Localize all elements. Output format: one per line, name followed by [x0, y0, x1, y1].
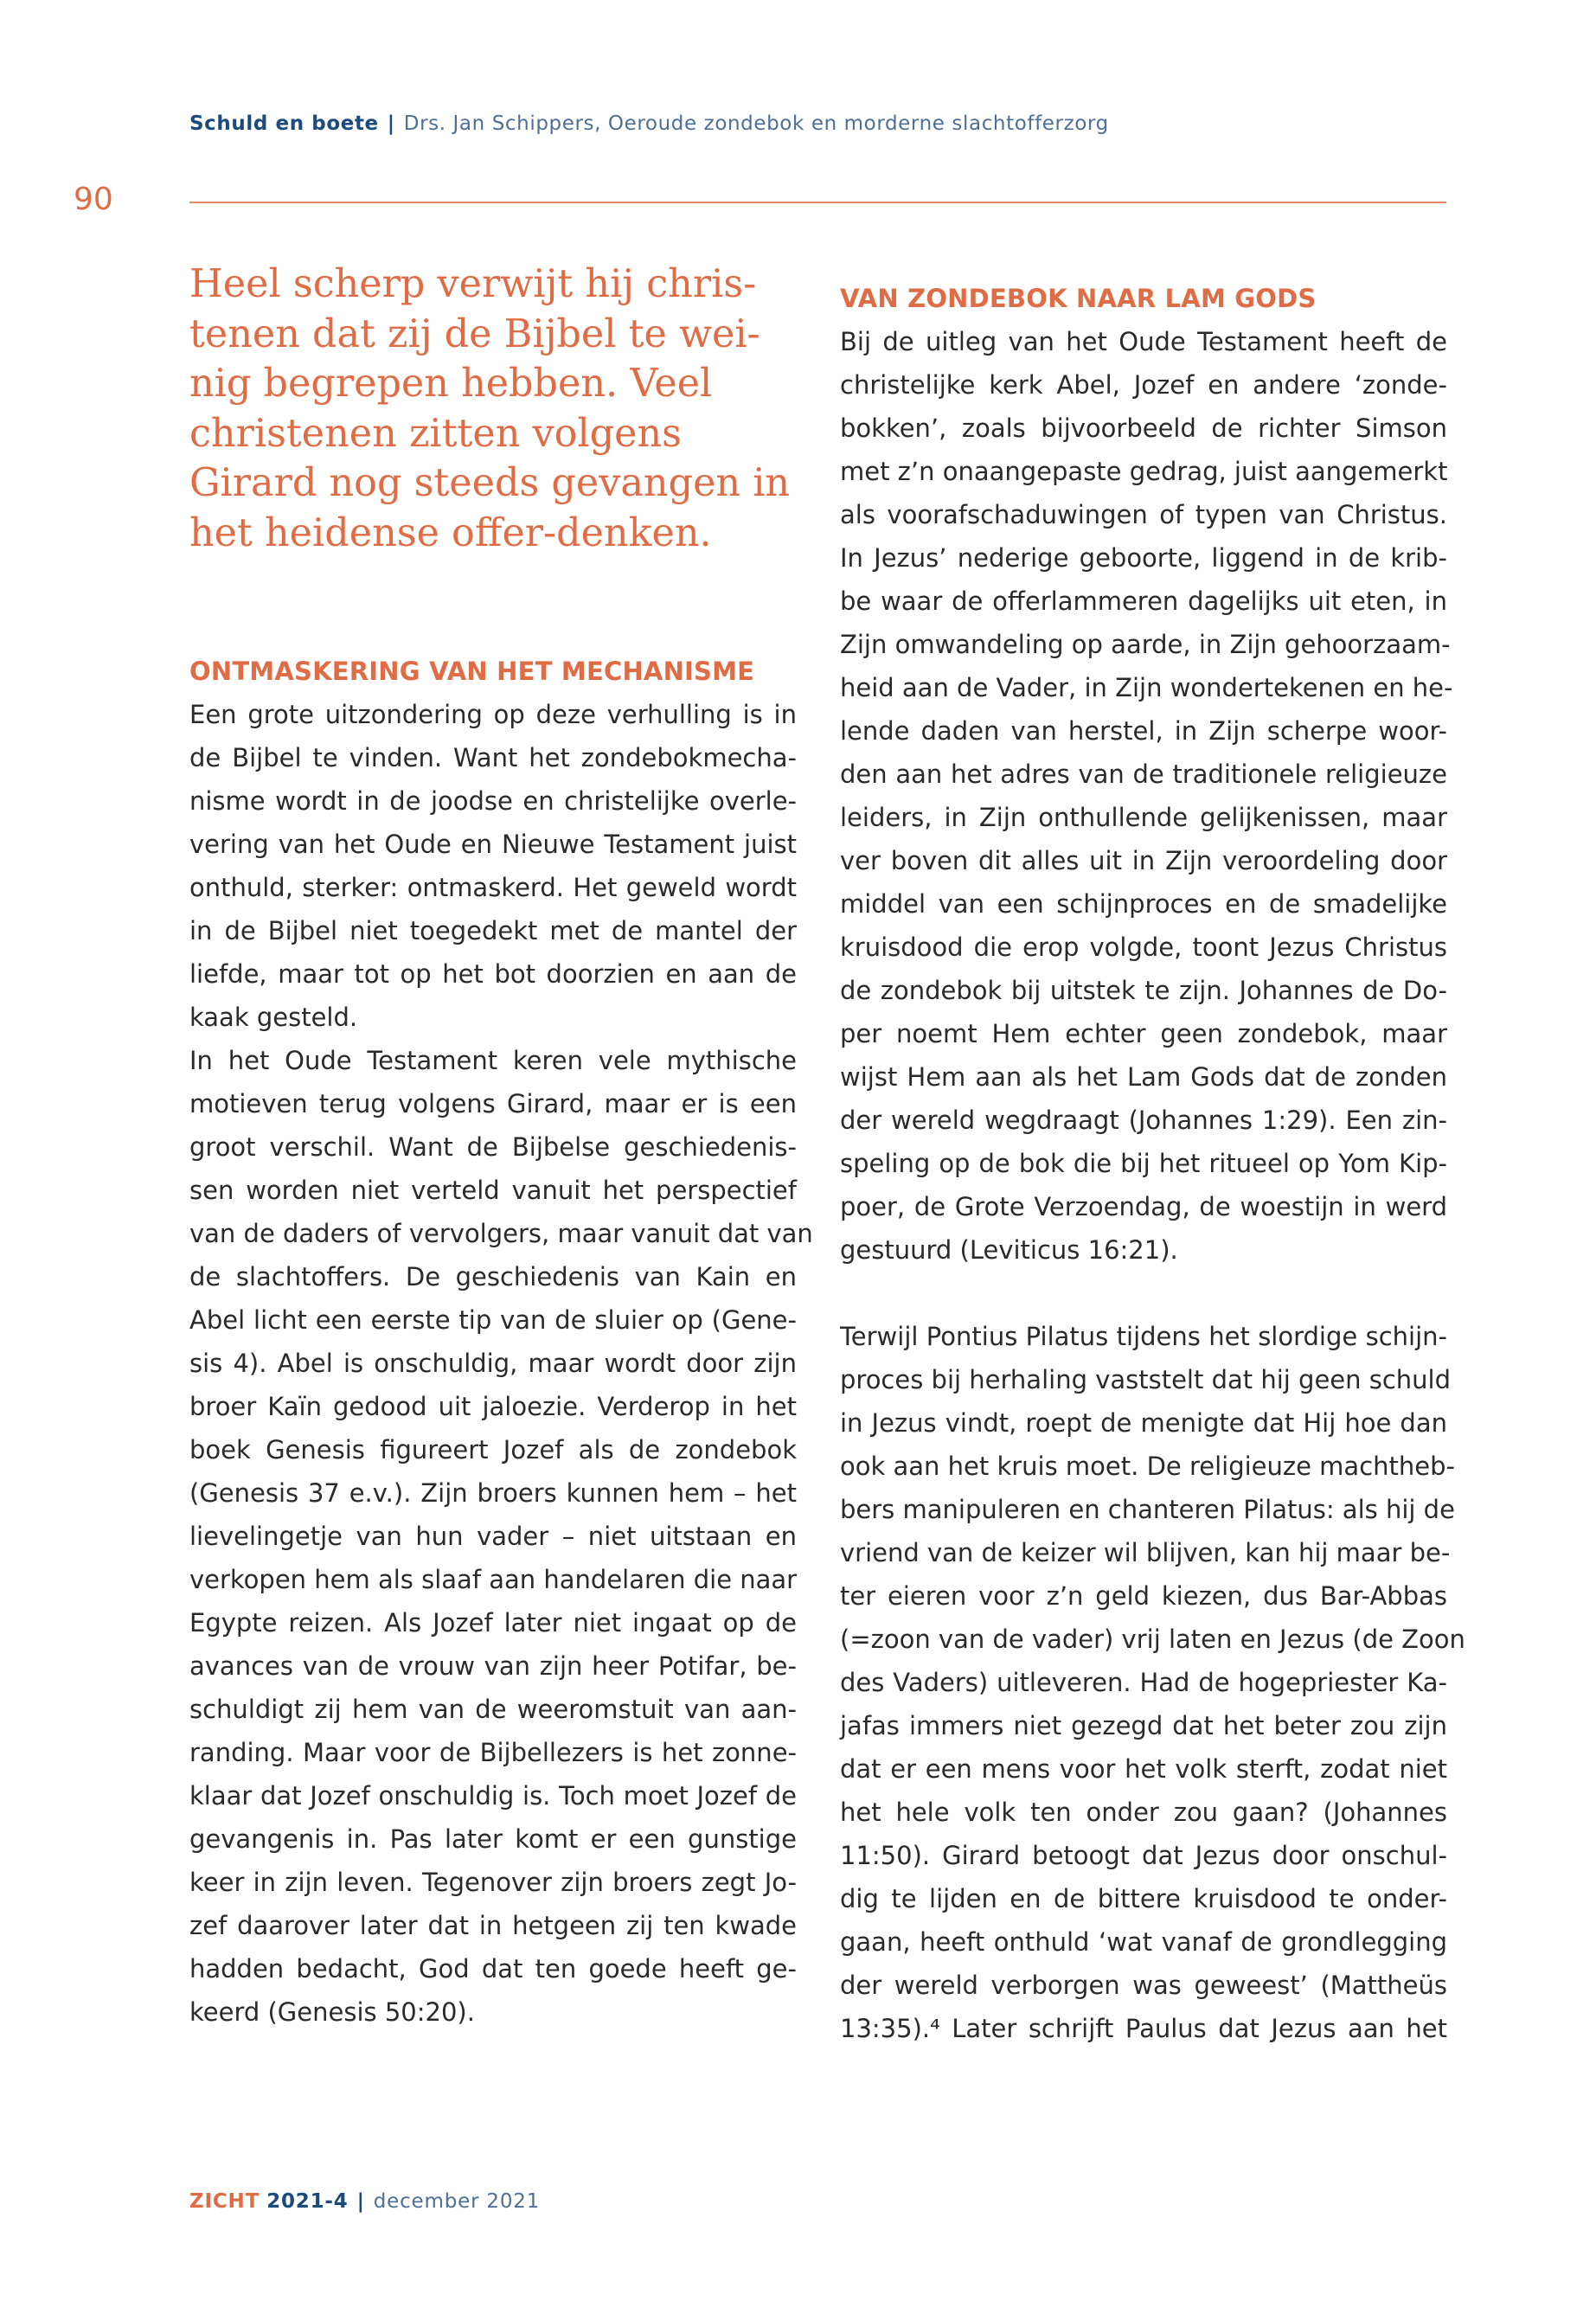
text-line: schuldigt zij hem van de weeromstuit van aan- [189, 1694, 797, 1724]
header-separator: | [387, 112, 395, 135]
text-line: de zondebok bij uitstek te zijn. Johannes de Do- [840, 976, 1447, 1005]
text-line: der wereld wegdraagt (Johannes 1:29). Een zin- [840, 1106, 1447, 1135]
text-line: kaak gesteld. [189, 1002, 358, 1032]
footer [189, 2190, 540, 2213]
text-line: met z’n onaangepaste gedrag, juist aangemerkt [840, 457, 1448, 486]
text-line: 11:50). Girard betoogt dat Jezus door onschul- [840, 1841, 1447, 1870]
text-line: keer in zijn leven. Tegenover zijn broers zegt Jo- [189, 1867, 797, 1897]
text-line: sis 4). Abel is onschuldig, maar wordt door zijn [189, 1348, 797, 1378]
text-line: bers manipuleren en chanteren Pilatus: als hij de [840, 1495, 1455, 1524]
right-column [840, 277, 1465, 2050]
text-line: groot verschil. Want de Bijbelse geschiedenis- [189, 1131, 797, 1162]
text-line: dig te lijden en de bittere kruisdood te onder- [840, 1884, 1447, 1913]
header-rule [189, 202, 1446, 203]
text-line: (Genesis 37 e.v.). Zijn broers kunnen hem – het [189, 1477, 797, 1508]
text-line: den aan het adres van de traditionele religieuze [840, 760, 1447, 789]
text-line: middel van een schijnproces en de smadelijke [840, 889, 1447, 919]
text-line: dat er een mens voor het volk sterft, zodat niet [840, 1754, 1447, 1784]
text-line: vriend van de keizer wil blijven, kan hij maar be- [840, 1538, 1451, 1567]
pull-quote-line: christenen zitten volgens [189, 411, 683, 456]
text-line: lende daden van herstel, in Zijn scherpe woor- [840, 716, 1447, 746]
pull-quote-line: nig begrepen hebben. Veel [189, 362, 713, 407]
text-line: klaar dat Jozef onschuldig is. Toch moet Jozef de [189, 1780, 797, 1811]
running-header [189, 112, 1109, 135]
paragraph [840, 320, 1453, 1272]
paragraph [189, 1039, 813, 2034]
text-line: wijst Hem aan als het Lam Gods dat de zonden [840, 1062, 1447, 1092]
text-line: liefde, maar tot op het bot doorzien en aan de [189, 958, 797, 989]
section-heading-lam-gods: VAN ZONDEBOK NAAR LAM GODS [840, 284, 1317, 313]
paragraph [840, 1315, 1465, 2050]
pull-quote-line: Heel scherp verwijt hij chris- [189, 262, 757, 306]
text-line: in Jezus vindt, roept de menigte dat Hij hoe dan [840, 1408, 1447, 1438]
text-line: 13:35).⁴ Later schrijft Paulus dat Jezus aan het [840, 2014, 1447, 2043]
text-line: In het Oude Testament keren vele mythische [189, 1045, 797, 1075]
section-title: Schuld en boete [189, 112, 379, 135]
pull-quote-line: het heidense offer-denken. [189, 510, 712, 555]
text-line: des Vaders) uitleveren. Had de hogepriester Ka- [840, 1668, 1447, 1697]
text-line: (=zoon van de vader) vrij laten en Jezus (de Zoon [840, 1625, 1465, 1654]
article-source: Drs. Jan Schippers, Oeroude zondebok en morderne slachtofferzorg [403, 112, 1109, 135]
text-line: Abel licht een eerste tip van de sluier op (Gene- [189, 1304, 797, 1335]
text-line: der wereld verborgen was geweest’ (Mattheüs [840, 1971, 1447, 2000]
text-line: motieven terug volgens Girard, maar er is een [189, 1088, 797, 1118]
footer-separator: | [356, 2190, 365, 2213]
text-line: speling op de bok die bij het ritueel op Yom Kip- [840, 1149, 1447, 1178]
text-line: de Bijbel te vinden. Want het zondebokmecha- [189, 742, 797, 772]
text-line: ver boven dit alles uit in Zijn veroordeling door [840, 846, 1447, 875]
text-line: proces bij herhaling vaststelt dat hij geen schuld [840, 1365, 1452, 1394]
text-line: de slachtoffers. De geschiedenis van Kain en [189, 1261, 797, 1292]
paragraph-gap [840, 1272, 1447, 1315]
pull-quote-line: Girard nog steeds gevangen in [189, 461, 791, 506]
text-line: bokken’, zoals bijvoorbeeld de richter Simson [840, 413, 1447, 443]
text-line: leiders, in Zijn onthullende gelijkenissen, maar [840, 803, 1447, 832]
text-line: Een grote uitzondering op deze verhulling is in [189, 699, 797, 729]
text-line: hadden bedacht, God dat ten goede heeft ge- [189, 1953, 797, 1984]
text-line: als voorafschaduwingen of typen van Christus. [840, 500, 1447, 529]
text-line: gevangenis in. Pas later komt er een gunstige [189, 1823, 797, 1854]
pull-quote-line: tenen dat zij de Bijbel te wei- [189, 311, 760, 356]
text-line: gaan, heeft onthuld ‘wat vanaf de grondlegging [840, 1927, 1447, 1957]
pull-quote [189, 260, 797, 559]
text-line: in de Bijbel niet toegedekt met de mantel der [189, 915, 797, 945]
magazine-name: ZICHT [189, 2190, 260, 2213]
text-line: broer Kaïn gedood uit jaloezie. Verderop in het [189, 1391, 797, 1421]
text-line: vering van het Oude en Nieuwe Testament juist [189, 829, 797, 859]
issue-number: 2021-4 [266, 2190, 349, 2213]
text-line: zef daarover later dat in hetgeen zij ten kwade [189, 1910, 797, 1940]
text-line: het hele volk ten onder zou gaan? (Johannes [840, 1798, 1447, 1827]
text-line: christelijke kerk Abel, Jozef en andere ‘zonde- [840, 370, 1447, 400]
text-line: In Jezus’ nederige geboorte, liggend in de krib- [840, 543, 1447, 573]
text-line: verkopen hem als slaaf aan handelaren die naar [189, 1564, 798, 1594]
page-number: 90 [74, 182, 113, 217]
text-line: boek Genesis figureert Jozef als de zondebok [189, 1434, 797, 1465]
text-line: avances van de vrouw van zijn heer Potifar, be- [189, 1650, 797, 1681]
text-line: lievelingetje van hun vader – niet uitstaan en [189, 1521, 797, 1551]
text-line: Zijn omwandeling op aarde, in Zijn gehoorzaam- [840, 630, 1451, 659]
text-line: Terwijl Pontius Pilatus tijdens het slordige schijn- [840, 1322, 1447, 1351]
left-column [189, 260, 813, 2034]
section-heading-ontmaskering: ONTMASKERING VAN HET MECHANISME [189, 656, 755, 686]
text-line: keerd (Genesis 50:20). [189, 1997, 475, 2027]
text-line: gestuurd (Leviticus 16:21). [840, 1235, 1178, 1265]
text-line: randing. Maar voor de Bijbellezers is het zonne- [189, 1737, 797, 1767]
text-line: onthuld, sterker: ontmaskerd. Het geweld wordt [189, 872, 797, 902]
text-line: heid aan de Vader, in Zijn wondertekenen en he- [840, 673, 1453, 702]
text-line: be waar de offerlammeren dagelijks uit eten, in [840, 586, 1447, 616]
text-line: jafas immers niet gezegd dat het beter zou zijn [840, 1711, 1447, 1740]
text-line: kruisdood die erop volgde, toont Jezus Christus [840, 933, 1447, 962]
text-line: ter eieren voor z’n geld kiezen, dus Bar-Abbas [840, 1581, 1447, 1611]
text-line: nisme wordt in de joodse en christelijke overle- [189, 785, 797, 816]
text-line: Bij de uitleg van het Oude Testament heeft de [840, 327, 1447, 356]
text-line: van de daders of vervolgers, maar vanuit dat van [189, 1218, 813, 1248]
text-line: Egypte reizen. Als Jozef later niet ingaat op de [189, 1607, 797, 1638]
text-line: sen worden niet verteld vanuit het perspectief [189, 1175, 797, 1205]
issue-date: december 2021 [373, 2190, 541, 2213]
paragraph [189, 693, 797, 1039]
text-line: per noemt Hem echter geen zondebok, maar [840, 1019, 1447, 1048]
text-line: ook aan het kruis moet. De religieuze machtheb- [840, 1452, 1455, 1481]
text-line: poer, de Grote Verzoendag, de woestijn in werd [840, 1192, 1447, 1221]
